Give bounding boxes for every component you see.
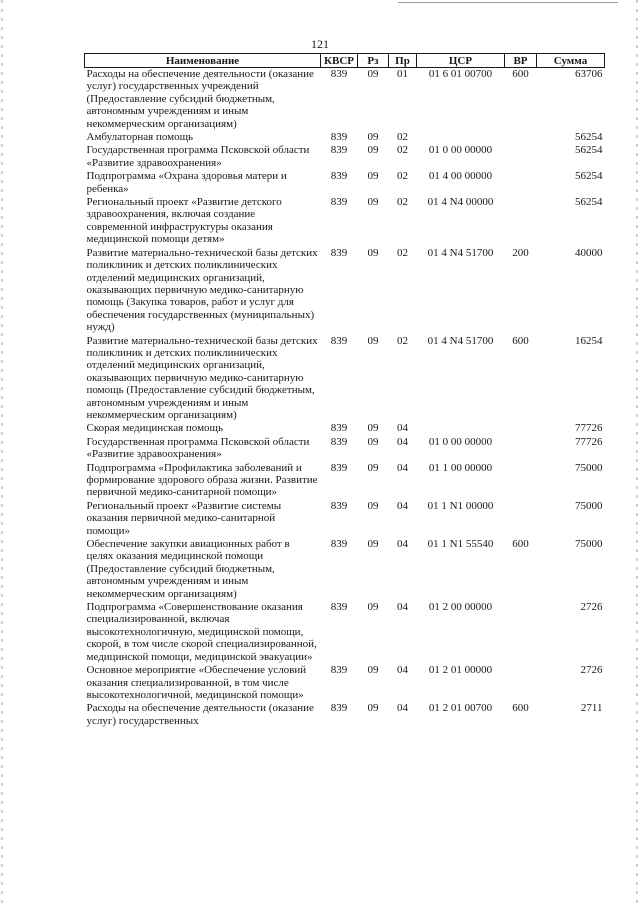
scan-edge-left xyxy=(1,0,3,905)
cell-name: Расходы на обеспечение деятельности (оказание услуг) государственных xyxy=(86,702,314,727)
cell-sum: 16254 xyxy=(575,334,603,347)
cell-pr: 02 xyxy=(397,131,408,144)
header-sum: Сумма xyxy=(537,54,605,68)
cell-pr: 04 xyxy=(397,664,408,677)
cell-vr xyxy=(505,435,537,461)
cell-vr xyxy=(505,421,537,434)
cell-csr xyxy=(417,130,505,143)
cell-pr: 01 xyxy=(397,68,408,80)
cell-rz: 09 xyxy=(367,68,379,80)
table-header-row xyxy=(85,54,605,68)
cell-vr: 600 xyxy=(512,538,529,551)
table-row xyxy=(85,435,605,461)
cell-sum: 2726 xyxy=(580,601,603,614)
cell-kvsr: 839 xyxy=(330,170,348,183)
cell-kvsr: 839 xyxy=(330,422,348,435)
cell-name: Обеспечение закупки авиационных работ в целях оказания медицинской помощи (Предоставление субсидий бюджетным, автономным учреждениям и иным некоммерческим организациям) xyxy=(86,538,290,600)
cell-name: Основное мероприятие «Обеспечение условий оказания специализированной, в том числе высокотехнологичной, медицинской помощи» xyxy=(86,664,307,701)
cell-name: Подпрограмма «Профилактика заболеваний и формирование здорового образа жизни. Развитие первичной медико-санитарной помощи» xyxy=(86,461,318,499)
cell-csr xyxy=(417,421,505,434)
cell-kvsr: 839 xyxy=(330,702,348,715)
cell-kvsr: 839 xyxy=(330,499,348,512)
top-rule xyxy=(398,2,618,3)
cell-pr: 04 xyxy=(397,422,408,435)
cell-csr: 01 2 01 00700 xyxy=(428,702,493,715)
cell-rz: 09 xyxy=(367,334,379,347)
cell-rz: 09 xyxy=(367,702,379,715)
cell-rz: 09 xyxy=(367,499,379,512)
table-row xyxy=(85,663,605,701)
cell-csr: 01 4 N4 00000 xyxy=(427,196,494,209)
table-row xyxy=(85,334,605,422)
cell-kvsr: 839 xyxy=(330,538,348,551)
cell-csr: 01 1 00 00000 xyxy=(428,461,493,474)
table-row xyxy=(85,537,605,600)
cell-sum: 77726 xyxy=(575,422,603,435)
cell-name: Государственная программа Псковской области «Развитие здравоохранения» xyxy=(86,435,310,461)
cell-rz: 09 xyxy=(367,246,379,259)
budget-table xyxy=(84,53,605,727)
cell-kvsr: 839 xyxy=(330,435,348,448)
cell-vr: 600 xyxy=(512,702,529,715)
cell-sum: 75000 xyxy=(575,499,603,512)
cell-sum: 56254 xyxy=(575,196,603,209)
cell-pr: 04 xyxy=(397,601,408,614)
cell-vr xyxy=(505,143,537,169)
header-pr: Пр xyxy=(389,54,417,68)
cell-pr: 02 xyxy=(397,170,408,183)
cell-kvsr: 839 xyxy=(330,461,348,474)
table-row xyxy=(85,143,605,169)
cell-pr: 04 xyxy=(397,702,408,715)
cell-kvsr: 839 xyxy=(330,131,348,144)
cell-rz: 09 xyxy=(367,435,379,448)
cell-name: Расходы на обеспечение деятельности (оказание услуг) государственных учреждений (Предоставление субсидий бюджетным, автономным учреждениям и иным некоммерческим организациям) xyxy=(86,68,314,130)
cell-sum: 56254 xyxy=(575,144,603,157)
cell-name: Государственная программа Псковской области «Развитие здравоохранения» xyxy=(86,144,310,169)
cell-name: Развитие материально-технической базы детских поликлиник и детских поликлинических отделений медицинских организаций, оказывающих первичную медико-санитарную помощь (Предоставление субсидий бюджетным, автономным учреждениям и иным некоммерческим организациям) xyxy=(86,334,318,421)
scan-edge-right xyxy=(636,0,638,905)
cell-pr: 04 xyxy=(397,435,408,448)
cell-rz: 09 xyxy=(367,461,379,474)
cell-kvsr: 839 xyxy=(330,68,348,80)
table-row xyxy=(85,169,605,195)
table-row xyxy=(85,461,605,499)
table-row xyxy=(85,246,605,334)
cell-pr: 04 xyxy=(397,538,408,551)
cell-name: Подпрограмма «Охрана здоровья матери и ребенка» xyxy=(86,170,287,195)
cell-csr: 01 0 00 00000 xyxy=(428,435,493,448)
cell-sum: 77726 xyxy=(575,435,603,448)
cell-csr: 01 2 01 00000 xyxy=(428,664,493,677)
cell-vr xyxy=(505,169,537,195)
cell-vr xyxy=(505,195,537,246)
cell-name: Подпрограмма «Совершенствование оказания специализированной, включая высокотехнологичную, медицинской помощи, скорой, в том числе скорой специализированной, медицинской помощи, медицинской эвакуации» xyxy=(86,601,317,663)
header-csr: ЦСР xyxy=(417,54,505,68)
cell-sum: 63706 xyxy=(575,68,603,80)
cell-rz: 09 xyxy=(367,196,379,209)
header-rz: Рз xyxy=(358,54,389,68)
cell-vr xyxy=(505,130,537,143)
header-kvsr: КВСР xyxy=(321,54,358,68)
page-number: 121 xyxy=(311,37,329,51)
cell-sum: 75000 xyxy=(575,538,603,551)
cell-rz: 09 xyxy=(367,170,379,183)
cell-vr xyxy=(505,461,537,499)
cell-rz: 09 xyxy=(367,664,379,677)
cell-sum: 56254 xyxy=(575,131,603,144)
cell-csr: 01 4 N4 51700 xyxy=(427,246,494,259)
cell-rz: 09 xyxy=(367,144,379,157)
cell-pr: 04 xyxy=(397,461,408,474)
table-body xyxy=(85,68,605,728)
cell-kvsr: 839 xyxy=(330,334,348,347)
cell-pr: 02 xyxy=(397,144,408,157)
table-row xyxy=(85,499,605,537)
cell-pr: 02 xyxy=(397,334,408,347)
cell-csr: 01 0 00 00000 xyxy=(428,144,493,157)
cell-vr: 200 xyxy=(512,246,529,259)
cell-vr: 600 xyxy=(512,334,529,347)
cell-sum: 75000 xyxy=(575,461,603,474)
cell-vr xyxy=(505,663,537,701)
header-vr: ВР xyxy=(505,54,537,68)
cell-csr: 01 2 00 00000 xyxy=(428,601,493,614)
cell-vr xyxy=(505,499,537,537)
cell-rz: 09 xyxy=(367,422,379,435)
cell-rz: 09 xyxy=(367,601,379,614)
cell-name: Региональный проект «Развитие детского здравоохранения, включая создание современной инфраструктуры оказания медицинской помощи детям» xyxy=(86,196,282,246)
cell-sum: 2711 xyxy=(580,702,603,715)
table-row xyxy=(85,130,605,143)
cell-csr: 01 4 N4 51700 xyxy=(427,334,494,347)
cell-vr: 600 xyxy=(512,68,529,80)
cell-csr: 01 6 01 00700 xyxy=(428,68,493,80)
cell-csr: 01 1 N1 00000 xyxy=(427,499,494,512)
header-name: Наименование xyxy=(85,54,321,68)
cell-kvsr: 839 xyxy=(330,144,348,157)
cell-name: Развитие материально-технической базы детских поликлиник и детских поликлинических отделений медицинских организаций, оказывающих первичную медико-санитарную помощь (Закупка товаров, работ и услуг для обеспечения государственных (муниципальных) нужд) xyxy=(86,246,318,334)
cell-name: Скорая медицинская помощь xyxy=(86,422,224,435)
cell-pr: 02 xyxy=(397,196,408,209)
cell-vr xyxy=(505,600,537,663)
table-row xyxy=(85,701,605,727)
cell-csr: 01 4 00 00000 xyxy=(428,170,493,183)
cell-sum: 40000 xyxy=(575,246,603,259)
table-row xyxy=(85,195,605,246)
table-row xyxy=(85,421,605,434)
cell-kvsr: 839 xyxy=(330,246,348,259)
cell-name: Региональный проект «Развитие системы оказания первичной медико-санитарной помощи» xyxy=(86,499,282,537)
table-row xyxy=(85,600,605,663)
cell-sum: 2726 xyxy=(580,664,603,677)
cell-pr: 04 xyxy=(397,499,408,512)
cell-kvsr: 839 xyxy=(330,664,348,677)
cell-rz: 09 xyxy=(367,538,379,551)
cell-kvsr: 839 xyxy=(330,196,348,209)
cell-name: Амбулаторная помощь xyxy=(86,131,194,144)
table-row xyxy=(85,68,605,131)
cell-rz: 09 xyxy=(367,131,379,144)
cell-kvsr: 839 xyxy=(330,601,348,614)
cell-pr: 02 xyxy=(397,246,408,259)
cell-csr: 01 1 N1 55540 xyxy=(427,538,494,551)
cell-sum: 56254 xyxy=(575,170,603,183)
